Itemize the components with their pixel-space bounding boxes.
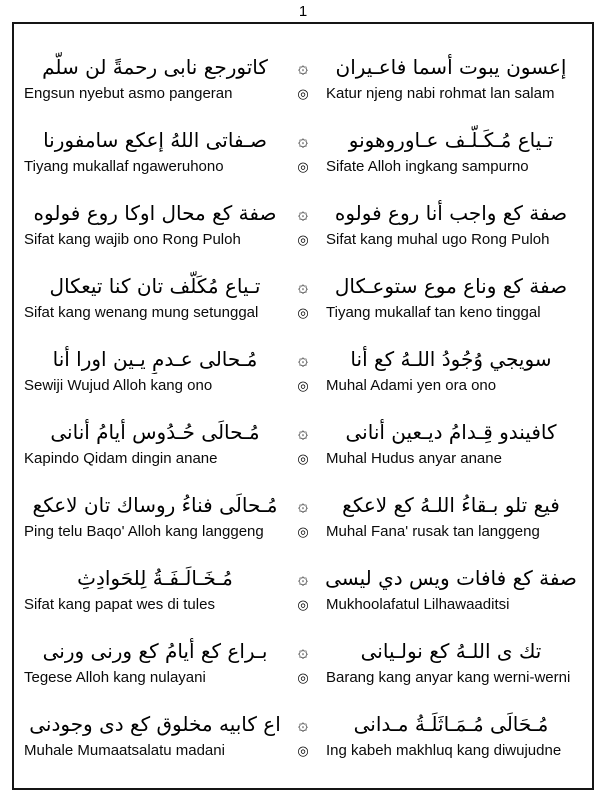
- arabic-hemistich-right: صفة كع وناع موع ستوعـكال: [334, 274, 568, 298]
- arabic-line: [22, 417, 584, 447]
- transliteration-right: Muhal Fana' rusak tan langgeng: [326, 523, 540, 540]
- arabic-hemistich-left: مُـحالَى حُـدُوس أيامُ أنانى: [50, 420, 260, 444]
- rub-el-hizb-icon: ۞: [298, 568, 308, 589]
- transliteration-right: Muhal Hudus anyar anane: [326, 450, 502, 467]
- verse-row: [22, 709, 584, 760]
- ayah-marker-icon: ◎: [297, 159, 309, 175]
- arabic-line: [22, 490, 584, 520]
- arabic-hemistich-right: تك ى اللـهُ كع نولـيانى: [360, 639, 542, 663]
- arabic-hemistich-right: إعسون يبوت أسما فاعـيران: [335, 55, 567, 79]
- transliteration-line: [22, 377, 584, 395]
- verse-row: [22, 490, 584, 541]
- arabic-line: [22, 125, 584, 155]
- arabic-line: [22, 52, 584, 82]
- arabic-hemistich-left: صـفاتى اللهُ إعكع سامفورنا: [43, 128, 267, 152]
- transliteration-line: [22, 85, 584, 103]
- arabic-line: [22, 563, 584, 593]
- transliteration-line: [22, 231, 584, 249]
- transliteration-line: [22, 523, 584, 541]
- arabic-hemistich-right: صفة كع فافات ويس دي ليسى: [325, 566, 577, 590]
- ayah-marker-icon: ◎: [297, 451, 309, 467]
- arabic-hemistich-right: سويجي وُجُودُ اللـهُ كع أنا: [350, 347, 552, 371]
- transliteration-right: Mukhoolafatul Lilhawaaditsi: [326, 596, 510, 613]
- verse-row: [22, 125, 584, 176]
- transliteration-left: Sewiji Wujud Alloh kang ono: [24, 377, 213, 394]
- ayah-marker-icon: ◎: [297, 743, 309, 759]
- ayah-marker-icon: ◎: [297, 305, 309, 321]
- transliteration-right: Katur njeng nabi rohmat lan salam: [326, 85, 555, 102]
- transliteration-left: Sifat kang papat wes di tules: [24, 596, 215, 613]
- transliteration-line: [22, 742, 584, 760]
- arabic-line: [22, 344, 584, 374]
- transliteration-left: Kapindo Qidam dingin anane: [24, 450, 218, 467]
- arabic-hemistich-left: اع كابيه مخلوق كع دى وجودنى: [29, 712, 281, 736]
- transliteration-line: [22, 450, 584, 468]
- transliteration-line: [22, 669, 584, 687]
- ayah-marker-icon: ◎: [297, 524, 309, 540]
- transliteration-left: Muhale Mumaatsalatu madani: [24, 742, 225, 759]
- verse-row: [22, 271, 584, 322]
- arabic-hemistich-left: صفة كع محال اوكا روع فولوه: [33, 201, 277, 225]
- ayah-marker-icon: ◎: [297, 86, 309, 102]
- ayah-marker-icon: ◎: [297, 670, 309, 686]
- arabic-hemistich-right: كافيندو قِـدامُ ديـعين أنانى: [345, 420, 557, 444]
- rub-el-hizb-icon: ۞: [298, 714, 308, 735]
- rub-el-hizb-icon: ۞: [298, 203, 308, 224]
- arabic-line: [22, 271, 584, 301]
- ayah-marker-icon: ◎: [297, 232, 309, 248]
- verse-row: [22, 417, 584, 468]
- transliteration-right: Tiyang mukallaf tan keno tinggal: [326, 304, 541, 321]
- arabic-hemistich-right: فيع تلو بـقاءُ اللـهُ كع لاعكع: [342, 493, 560, 517]
- arabic-hemistich-right: مُـحَالَى مُـمَـاثَلَـةُ مـدانى: [353, 712, 549, 736]
- arabic-hemistich-right: تـياع مُـكَـلَّـف عـاوروهونو: [348, 128, 554, 152]
- verse-row: [22, 563, 584, 614]
- arabic-hemistich-left: تـياع مُكَلَّف تان كنا تيعكال: [49, 274, 261, 298]
- rub-el-hizb-icon: ۞: [298, 349, 308, 370]
- arabic-line: [22, 636, 584, 666]
- rub-el-hizb-icon: ۞: [298, 495, 308, 516]
- transliteration-right: Sifat kang muhal ugo Rong Puloh: [326, 231, 550, 248]
- rub-el-hizb-icon: ۞: [298, 130, 308, 151]
- rub-el-hizb-icon: ۞: [298, 276, 308, 297]
- page-frame: [12, 22, 594, 790]
- arabic-hemistich-left: بـراع كع أيامُ كع ورنى ورنى: [42, 639, 268, 663]
- rub-el-hizb-icon: ۞: [298, 57, 308, 78]
- arabic-hemistich-left: مُـحالَى فناءُ روساك تان لاعكع: [32, 493, 278, 517]
- verse-row: [22, 636, 584, 687]
- ayah-marker-icon: ◎: [297, 378, 309, 394]
- arabic-hemistich-left: مُـحالى عـدمِ يـين اورا أنا: [52, 347, 258, 371]
- transliteration-left: Sifat kang wajib ono Rong Puloh: [24, 231, 241, 248]
- arabic-hemistich-right: صفة كع واجب أنا روع فولوه: [334, 201, 568, 225]
- transliteration-left: Ping telu Baqo' Alloh kang langgeng: [24, 523, 264, 540]
- arabic-line: [22, 709, 584, 739]
- transliteration-right: Muhal Adami yen ora ono: [326, 377, 497, 394]
- arabic-line: [22, 198, 584, 228]
- verse-row: [22, 52, 584, 103]
- verse-row: [22, 198, 584, 249]
- ayah-marker-icon: ◎: [297, 597, 309, 613]
- transliteration-right: Barang kang anyar kang werni-werni: [326, 669, 571, 686]
- verse-row: [22, 344, 584, 395]
- rub-el-hizb-icon: ۞: [298, 422, 308, 443]
- transliteration-right: Ing kabeh makhluq kang diwujudne: [326, 742, 562, 759]
- page-number: 1: [298, 3, 308, 20]
- transliteration-line: [22, 304, 584, 322]
- rub-el-hizb-icon: ۞: [298, 641, 308, 662]
- transliteration-left: Tegese Alloh kang nulayani: [24, 669, 206, 686]
- transliteration-left: Engsun nyebut asmo pangeran: [24, 85, 233, 102]
- transliteration-line: [22, 158, 584, 176]
- arabic-hemistich-left: كاتورجع نابى رحمةً لن سلّم: [42, 55, 268, 79]
- arabic-hemistich-left: مُـخَـالَـفَـةُ لِلحَوادِثِ: [77, 566, 233, 590]
- transliteration-left: Tiyang mukallaf ngaweruhono: [24, 158, 224, 175]
- transliteration-line: [22, 596, 584, 614]
- transliteration-right: Sifate Alloh ingkang sampurno: [326, 158, 529, 175]
- transliteration-left: Sifat kang wenang mung setunggal: [24, 304, 259, 321]
